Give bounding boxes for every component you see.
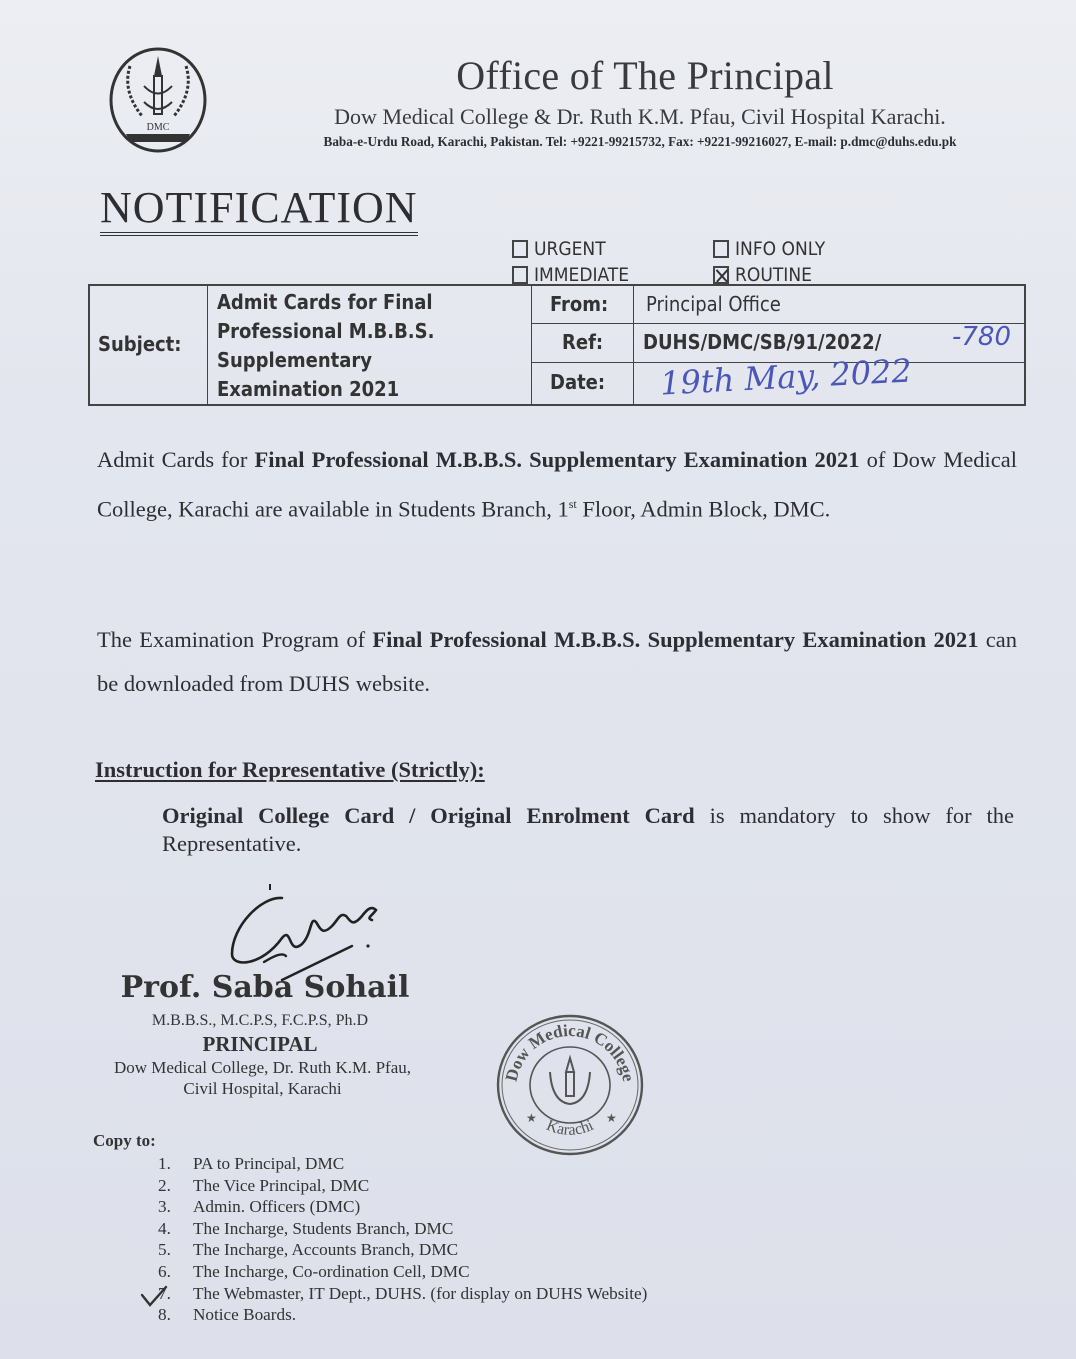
instruction-rest: is mandatory to show for the Representative. [162,803,1014,856]
college-logo-icon [108,46,208,154]
table-divider [633,286,634,404]
immediate-checkbox [512,266,528,284]
list-item [158,1153,647,1175]
priority-info-only [713,238,825,260]
para-text: can be downloaded from DUHS website. [97,627,1017,696]
list-text: The Incharge, Students Branch, DMC [193,1218,454,1238]
signatory-title: PRINCIPAL [202,1032,318,1056]
list-item [158,1283,647,1305]
signatory-degrees: M.B.B.S., M.C.P.S, F.C.P.S, Ph.D [151,1012,369,1029]
list-item [158,1196,647,1218]
subject-value [217,288,537,404]
list-item [158,1304,647,1326]
priority-urgent [512,238,606,260]
routine-checkbox-checked [713,266,729,284]
list-text: The Incharge, Co-ordination Cell, DMC [193,1261,470,1281]
copy-to-label: Copy to: [93,1131,156,1150]
para-text: Floor, Admin Block, DMC. [576,496,831,522]
list-text: The Webmaster, IT Dept., DUHS. (for display on DUHS Website) [193,1283,648,1303]
office-title: Office of The Principal [456,53,834,98]
list-text: Admin. Officers (DMC) [193,1197,361,1217]
list-number: 8. [158,1305,171,1325]
list-item [158,1175,647,1197]
table-divider [207,286,208,404]
college-stamp-icon [494,1012,646,1158]
ref-value: DUHS/DMC/SB/91/2022/ [643,330,882,354]
date-label: Date: [550,370,606,394]
from-value: Principal Office [646,292,781,316]
info-only-checkbox [713,240,729,258]
contact-address: Baba-e-Urdu Road, Karachi, Pakistan. Tel: +9221-99215732, Fax: +9221-99216027, E-mail: p.dmc@duhs.edu.pk [323,134,957,149]
routine-label: ROUTINE [735,264,812,286]
table-divider [531,323,1024,324]
list-number: 1. [158,1154,171,1173]
ordinal-suffix: st [568,497,577,511]
list-text: Notice Boards. [193,1305,297,1325]
paragraph-exam-program [97,618,1017,706]
instruction-heading: Instruction for Representative (Strictly): [95,757,485,782]
list-item [158,1239,647,1261]
signatory-org-line: Dow Medical College, Dr. Ruth K.M. Pfau, [114,1058,411,1077]
ref-handwritten-number: -780 [952,322,1012,352]
list-item [158,1261,647,1283]
list-number: 6. [158,1261,171,1281]
para-text: Admit Cards for [97,447,255,472]
subject-line: Examination 2021 [217,377,400,401]
list-number: 7. [158,1283,171,1303]
list-number: 5. [158,1240,171,1260]
signatory-name: Prof. Saba Sohail [120,970,410,1005]
list-item [158,1218,647,1240]
para-text: of Dow Medical College, Karachi are available in Students Branch, 1 [97,447,1017,522]
subject-line: Admit Cards for Final [217,290,433,314]
list-number: 3. [158,1197,171,1217]
list-text: The Incharge, Accounts Branch, DMC [193,1240,459,1260]
from-label: From: [550,292,609,316]
priority-immediate [512,264,629,286]
college-name: Dow Medical College & Dr. Ruth K.M. Pfau, Civil Hospital Karachi. [334,104,946,129]
stamp-bottom-text: Karachi [543,1116,597,1139]
subject-label: Subject: [98,332,182,356]
subject-line: Supplementary [217,348,373,372]
subject-table [88,284,1026,406]
copy-to-list [158,1153,647,1326]
para-text: The Examination Program of [97,627,373,652]
signatory-org-line: Civil Hospital, Karachi [183,1079,342,1098]
para-bold: Final Professional M.B.B.S. Supplementary Examination 2021 [372,627,979,652]
immediate-label: IMMEDIATE [534,264,629,286]
svg-text:★: ★ [526,1111,537,1125]
para-bold: Final Professional M.B.B.S. Supplementary Examination 2021 [254,447,860,472]
paragraph-admit-cards [97,438,1017,532]
urgent-label: URGENT [534,238,606,260]
subject-line: Professional M.B.B.S. [217,319,435,343]
instruction-text [162,802,1014,858]
svg-text:★: ★ [606,1111,617,1125]
ref-label: Ref: [562,330,604,354]
list-number: 2. [158,1175,171,1195]
list-number: 4. [158,1218,171,1238]
date-handwritten: 19th May, 2022 [659,351,913,403]
logo-text: DMC [146,122,170,133]
urgent-checkbox [512,240,528,258]
stamp-top-text: Dow Medical College [501,1020,639,1084]
info-only-label: INFO ONLY [735,238,826,260]
list-text: PA to Principal, DMC [193,1154,345,1173]
notification-title: NOTIFICATION [100,186,418,236]
instruction-bold: Original College Card / Original Enrolment Card [162,803,695,828]
priority-routine [713,264,812,286]
list-text: The Vice Principal, DMC [193,1175,370,1195]
